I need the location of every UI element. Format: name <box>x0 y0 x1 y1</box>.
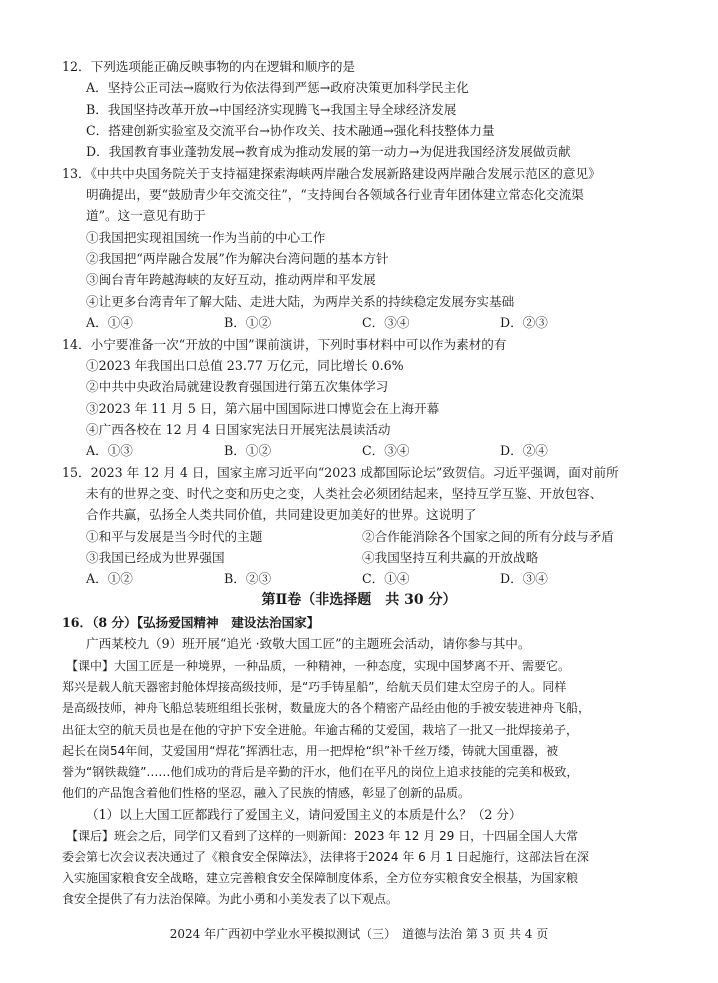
q16-intro: 广西某校九（9）班开展“追光 ·致敬大国工匠”的主题班会活动，请你参与其中。 <box>86 636 531 651</box>
q15-choice-1: ①和平与发展是当今时代的主题 <box>86 529 263 544</box>
q14-answer-c: C．③④ <box>362 443 410 458</box>
q16-after-line-4: 食安全提供了有力法治保障。为此小勇和小美发表了以下观点。 <box>62 892 399 906</box>
q14-answer-d: D．②④ <box>500 443 548 458</box>
q14-choice-1: ①2023 年我国出口总值 23.77 万亿元，同比增长 0.6% <box>86 358 404 373</box>
q14-stem: 14．小宁要准备一次“开放的中国”课前演讲，下列时事材料中可以作为素材的有 <box>62 337 507 352</box>
q14-choice-2: ②中共中央政治局就建设教育强国进行第五次集体学习 <box>86 379 389 394</box>
section-2-title: 第Ⅱ卷（非选择题 共 30 分） <box>261 592 457 608</box>
page-footer: 2024 年广西初中学业水平模拟测试（三） 道德与法治 第 3 页 共 4 页 <box>169 927 549 941</box>
q13-stem-1: 13．《中共中央国务院关于支持福建探索海峡两岸融合发展新路建设两岸融合发展示范区的意见》 <box>62 166 601 181</box>
q12-option-d: D．我国教育事业蓬勃发展→教育成为推动发展的第一动力→为促进我国经济发展做贡献 <box>86 144 571 159</box>
q13-stem-3: 道”。这一意见有助于 <box>86 208 206 223</box>
q15-stem-1: 15．2023 年 12 月 4 日，国家主席习近平向“2023 成都国际论坛”致贺信。习近平强调，面对前所 <box>62 465 619 480</box>
q15-choice-3: ③我国已经成为世界强国 <box>86 550 225 565</box>
q14-choice-4: ④广西各校在 12 月 4 日国家宪法日开展宪法晨读活动 <box>86 422 391 437</box>
q15-answer-a: A．①② <box>86 571 133 586</box>
q16-after-line-2: 委会第七次会议表决通过了《粮食安全保障法》，法律将于2024 年 6 月 1 日起施行，这部法旨在深 <box>62 850 589 864</box>
q16-class-line-2: 郑兴是载人航天器密封舱体焊接高级技师，是“巧手铸星船”，给航天员们建太空房子的人。同样 <box>62 680 567 694</box>
q14-answer-b: B．①② <box>224 443 272 458</box>
q15-answer-d: D．③④ <box>500 571 548 586</box>
q16-after-line-3: 入实施国家粮食安全战略，建立完善粮食安全保障制度体系，全方位夯实粮食安全根基，为国家粮 <box>62 871 579 885</box>
q15-choice-4: ④我国坚持互利共赢的开放战略 <box>362 550 539 565</box>
q13-answer-d: D．②③ <box>500 315 548 330</box>
q13-choice-4: ④让更多台湾青年了解大陆、走进大陆，为两岸关系的持续稳定发展夯实基础 <box>86 294 515 309</box>
q16-class-line-3: 是高级技师，神舟飞船总装班组组长张树，数量庞大的各个精密产品经由他的手被安装进神舟飞船， <box>62 701 591 715</box>
q15-choice-2: ②合作能消除各个国家之间的所有分歧与矛盾 <box>362 529 614 544</box>
q16-class-line-4: 出征太空的航天员也是在他的守护下安全进舱。年逾古稀的艾爱国，栽培了一批又一批焊接弟子， <box>62 723 579 737</box>
q13-choice-1: ①我国把实现祖国统一作为当前的中心工作 <box>86 230 326 245</box>
q16-after-line-1: 【课后】班会之后，同学们又看到了这样的一则新闻：2023 年 12 月 29 日，十四届全国人大常 <box>66 829 579 843</box>
q16-sub-question-1: （1）以上大国工匠都践行了爱国主义，请问爱国主义的本质是什么？（2 分） <box>86 807 522 822</box>
q13-answer-b: B．①② <box>224 315 272 330</box>
q13-choice-3: ③闽台青年跨越海峡的友好互动，推动两岸和平发展 <box>86 272 376 287</box>
q16-header: 16．（8 分）【弘扬爱国精神 建设法治国家】 <box>62 615 320 630</box>
q16-class-line-7: 他们的产品饱含着他们性格的坚忍，融入了民族的情感，彰显了创新的品质。 <box>62 786 471 800</box>
q15-answer-c: C．①④ <box>362 571 410 586</box>
q13-stem-2: 明确提出，要“鼓励青少年交流交往”，“支持闽台各领域各行业青年团体建立常态化交流渠 <box>86 187 584 202</box>
q13-answer-c: C．③④ <box>362 315 410 330</box>
q14-choice-3: ③2023 年 11 月 5 日，第六届中国国际进口博览会在上海开幕 <box>86 401 440 416</box>
q16-class-line-1: 【课中】大国工匠是一种境界，一种品质，一种精神，一种态度，实现中国梦离不开、需要它。 <box>66 659 571 673</box>
q15-answer-b: B．②③ <box>224 571 272 586</box>
q16-class-line-5: 起长在岗54年间，艾爱国用“焊花”挥洒壮志，用一把焊枪“织”补千丝万缕，铸就大国重器，被 <box>62 744 559 758</box>
q12-stem: 12．下列选项能正确反映事物的内在逻辑和顺序的是 <box>62 59 356 74</box>
q12-option-a: A．坚持公正司法→腐败行为依法得到严惩→政府决策更加科学民主化 <box>86 80 469 95</box>
q13-choice-2: ②我国把“两岸融合发展”作为解决台湾问题的基本方针 <box>86 251 389 266</box>
q13-answer-a: A．①④ <box>86 315 133 330</box>
q15-stem-3: 合作共赢，弘扬全人类共同价值，共同建设更加美好的世界。这说明了 <box>86 507 477 522</box>
q12-option-c: C．搭建创新实验室及交流平台→协作攻关、技术融通→强化科技整体力量 <box>86 123 495 138</box>
q16-class-line-6: 誉为“钢铁裁缝”……他们成功的背后是辛勤的汗水，他们在平凡的岗位上追求技能的完美和极致， <box>62 765 579 779</box>
q15-stem-2: 未有的世界之变、时代之变和历史之变，人类社会必须团结起来，坚持互学互鉴、开放包容、 <box>86 486 603 501</box>
q12-option-b: B．我国坚持改革开放→中国经济实现腾飞→我国主导全球经济发展 <box>86 102 457 117</box>
q14-answer-a: A．①③ <box>86 443 133 458</box>
